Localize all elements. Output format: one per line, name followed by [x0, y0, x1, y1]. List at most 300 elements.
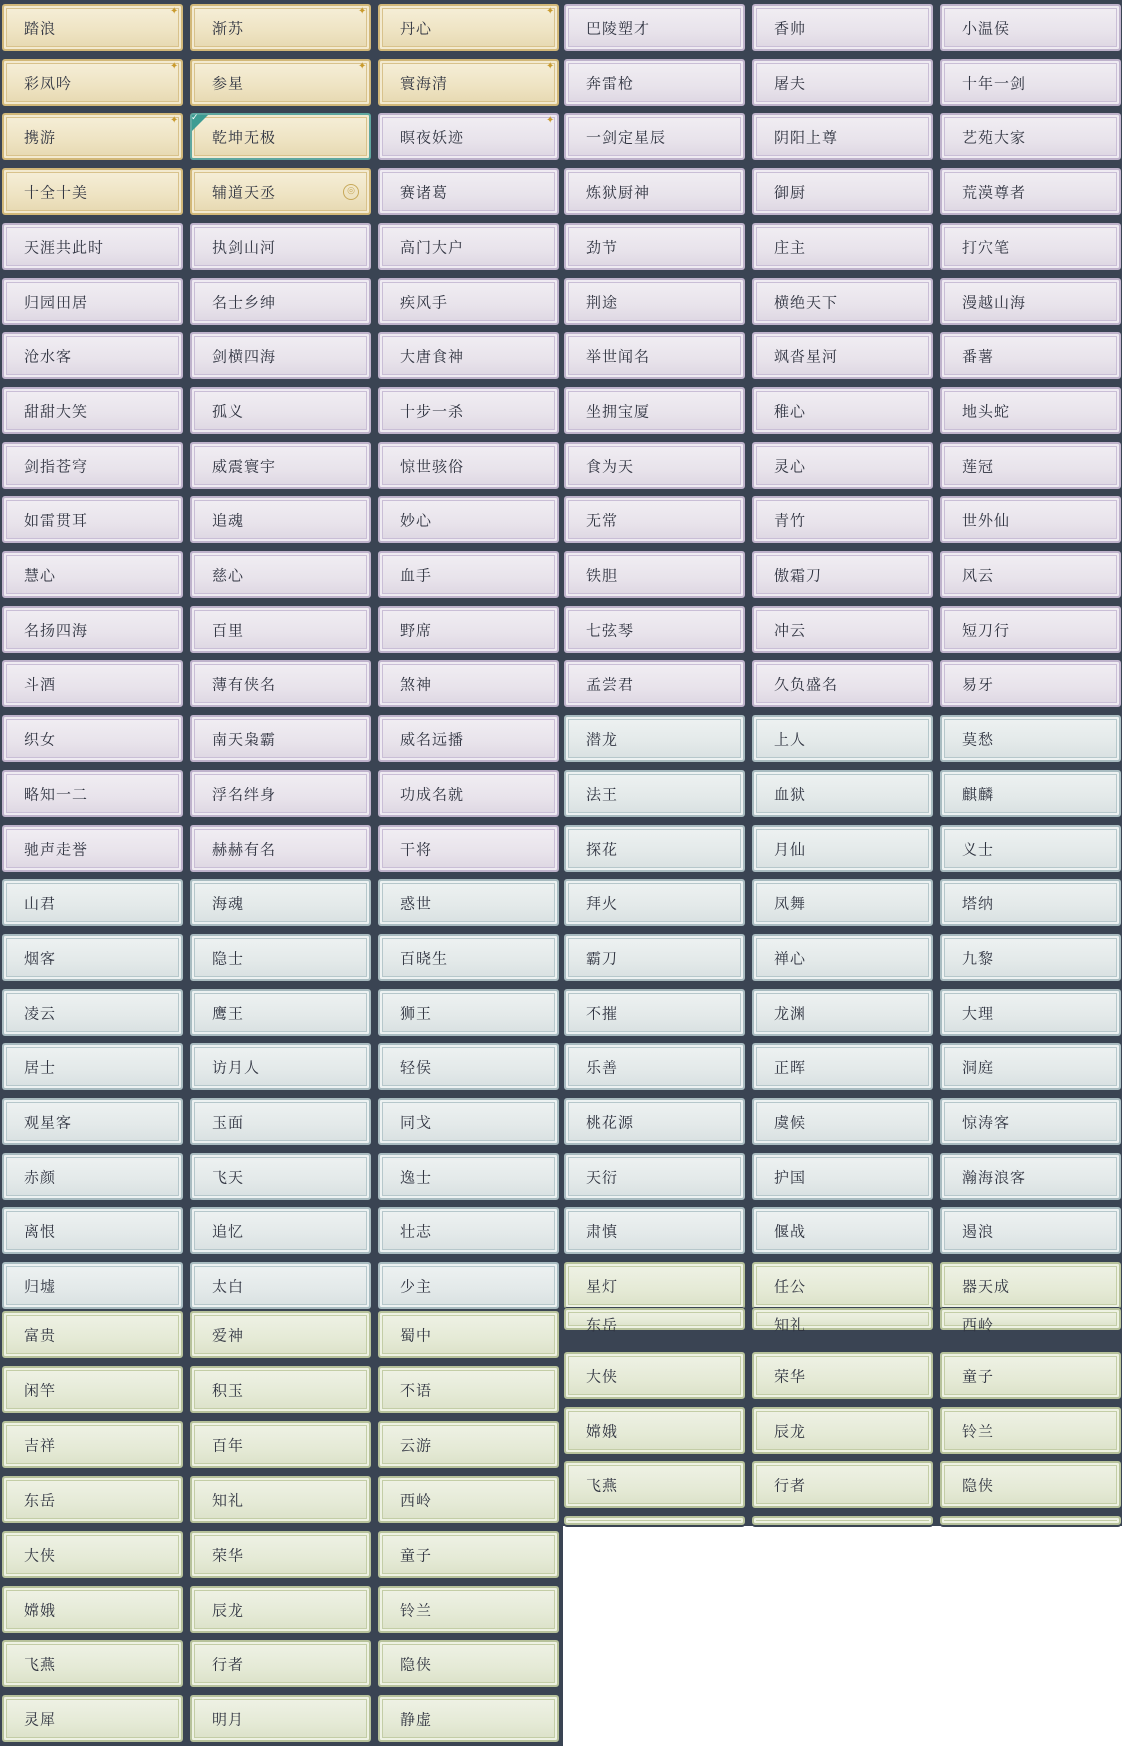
title-tile[interactable] — [2, 1586, 183, 1633]
title-label: 月仙 — [774, 840, 807, 858]
title-tile[interactable] — [752, 660, 933, 707]
title-tile[interactable] — [378, 825, 559, 872]
title-label: 名士乡绅 — [212, 293, 277, 311]
title-tile[interactable] — [378, 606, 559, 653]
title-label: 漫越山海 — [962, 293, 1027, 311]
title-tile[interactable] — [752, 332, 933, 379]
title-tile[interactable] — [190, 1098, 371, 1145]
title-label: 居士 — [24, 1058, 57, 1076]
title-tile[interactable] — [940, 1461, 1121, 1508]
title-label: 玉面 — [212, 1113, 245, 1131]
title-label: 青竹 — [774, 511, 807, 529]
title-tile[interactable] — [940, 1153, 1121, 1200]
title-tile[interactable] — [940, 223, 1121, 270]
title-label: 大理 — [962, 1004, 995, 1022]
title-label: 七弦琴 — [586, 621, 635, 639]
title-label: 飞天 — [212, 1168, 245, 1186]
title-tile[interactable] — [940, 660, 1121, 707]
title-label: 参星 — [212, 74, 245, 92]
title-tile[interactable] — [2, 168, 183, 215]
title-label: 东岳 — [586, 1316, 619, 1334]
title-label: 奔雷枪 — [586, 74, 635, 92]
title-tile[interactable] — [752, 4, 933, 51]
title-tile[interactable] — [564, 1207, 745, 1254]
title-tile[interactable] — [752, 551, 933, 598]
title-tile[interactable] — [940, 496, 1121, 543]
title-tile[interactable] — [752, 825, 933, 872]
title-label: 拜火 — [586, 894, 619, 912]
title-tile[interactable] — [190, 1531, 371, 1578]
title-tile-edge — [564, 1516, 745, 1525]
title-tile[interactable] — [564, 934, 745, 981]
title-label: 携游 — [24, 128, 57, 146]
title-tile[interactable] — [2, 989, 183, 1036]
title-tile[interactable] — [564, 223, 745, 270]
title-tile[interactable] — [940, 934, 1121, 981]
title-label: 观星客 — [24, 1113, 73, 1131]
title-tile[interactable] — [564, 387, 745, 434]
title-tile[interactable] — [190, 387, 371, 434]
title-label: 海魂 — [212, 894, 245, 912]
title-tile[interactable] — [378, 1207, 559, 1254]
title-label: 荣华 — [774, 1367, 807, 1385]
title-tile[interactable] — [940, 4, 1121, 51]
title-label: 离恨 — [24, 1222, 57, 1240]
title-label: 十全十美 — [24, 183, 89, 201]
title-tile[interactable] — [752, 1098, 933, 1145]
title-label: 灵心 — [774, 457, 807, 475]
title-label: 隐士 — [212, 949, 245, 967]
title-tile[interactable] — [940, 332, 1121, 379]
title-label: 百晓生 — [400, 949, 449, 967]
title-label: 上人 — [774, 730, 807, 748]
title-tile[interactable] — [752, 1043, 933, 1090]
title-label: 探花 — [586, 840, 619, 858]
title-label: 赛诸葛 — [400, 183, 449, 201]
title-tile[interactable] — [940, 168, 1121, 215]
title-tile[interactable] — [752, 606, 933, 653]
title-tile[interactable] — [752, 879, 933, 926]
title-tile[interactable] — [378, 1586, 559, 1633]
title-tile[interactable] — [940, 551, 1121, 598]
title-label: 炼狱厨神 — [586, 183, 651, 201]
title-tile[interactable] — [752, 1207, 933, 1254]
title-tile[interactable] — [940, 1308, 1121, 1334]
title-label: 行者 — [774, 1476, 807, 1494]
title-label: 御厨 — [774, 183, 807, 201]
title-tile[interactable] — [378, 1476, 559, 1523]
title-tile[interactable] — [2, 879, 183, 926]
title-tile[interactable] — [190, 442, 371, 489]
title-tile[interactable] — [564, 551, 745, 598]
title-tile[interactable] — [940, 442, 1121, 489]
star-icon: ✦ — [546, 61, 555, 72]
title-label: 灵犀 — [24, 1710, 57, 1728]
title-tile[interactable] — [752, 1352, 933, 1399]
title-tile[interactable] — [2, 825, 183, 872]
title-tile[interactable] — [190, 660, 371, 707]
title-tile[interactable] — [564, 879, 745, 926]
title-label: 十步一杀 — [400, 402, 465, 420]
title-tile[interactable] — [752, 1407, 933, 1454]
title-label: 屠夫 — [774, 74, 807, 92]
title-label: 驰声走誉 — [24, 840, 89, 858]
title-label: 稚心 — [774, 402, 807, 420]
title-tile[interactable] — [378, 1153, 559, 1200]
title-tile[interactable] — [2, 1476, 183, 1523]
title-tile[interactable] — [190, 223, 371, 270]
title-label: 百里 — [212, 621, 245, 639]
title-tile[interactable] — [190, 1311, 371, 1358]
title-label: 久负盛名 — [774, 675, 839, 693]
title-tile[interactable] — [190, 1366, 371, 1413]
title-label: 轻侯 — [400, 1058, 433, 1076]
title-tile[interactable] — [378, 551, 559, 598]
title-label: 不语 — [400, 1381, 433, 1399]
title-tile[interactable] — [378, 660, 559, 707]
title-tile[interactable] — [2, 1207, 183, 1254]
title-tile[interactable] — [940, 113, 1121, 160]
title-tile[interactable] — [378, 770, 559, 817]
title-tile[interactable] — [2, 278, 183, 325]
title-label: 知礼 — [212, 1491, 245, 1509]
title-tile[interactable] — [190, 113, 371, 160]
title-tile[interactable] — [564, 332, 745, 379]
title-label: 大唐食神 — [400, 347, 465, 365]
title-label: 巴陵塑才 — [586, 19, 651, 37]
title-label: 略知一二 — [24, 785, 89, 803]
title-tile[interactable] — [752, 223, 933, 270]
title-tile[interactable] — [190, 606, 371, 653]
title-tile[interactable] — [190, 715, 371, 762]
title-label: 野席 — [400, 621, 433, 639]
title-tile[interactable] — [378, 1531, 559, 1578]
title-label: 铁胆 — [586, 566, 619, 584]
title-tile[interactable] — [2, 1311, 183, 1358]
title-tile[interactable] — [752, 496, 933, 543]
title-label: 肃慎 — [586, 1222, 619, 1240]
title-label: 傲霜刀 — [774, 566, 823, 584]
title-label: 彩凤吟 — [24, 74, 73, 92]
title-tile-edge — [940, 1516, 1121, 1525]
title-tile[interactable] — [940, 1098, 1121, 1145]
title-label: 吉祥 — [24, 1436, 57, 1454]
title-label: 南天枭霸 — [212, 730, 277, 748]
title-tile[interactable] — [2, 1043, 183, 1090]
title-tile[interactable] — [190, 1043, 371, 1090]
title-tile[interactable] — [378, 496, 559, 543]
title-tile[interactable] — [378, 442, 559, 489]
title-tile[interactable] — [378, 1098, 559, 1145]
title-tile[interactable] — [564, 1262, 745, 1309]
title-tile[interactable] — [190, 1262, 371, 1309]
title-label: 百年 — [212, 1436, 245, 1454]
title-tile[interactable] — [2, 1262, 183, 1309]
title-tile[interactable] — [752, 1262, 933, 1309]
title-tile[interactable] — [564, 989, 745, 1036]
title-tile[interactable] — [378, 1262, 559, 1309]
title-label: 辰龙 — [212, 1601, 245, 1619]
title-label: 蜀中 — [400, 1326, 433, 1344]
title-label: 渐苏 — [212, 19, 245, 37]
title-tile[interactable] — [378, 332, 559, 379]
title-tile[interactable] — [190, 934, 371, 981]
title-tile[interactable] — [2, 496, 183, 543]
title-tile[interactable] — [190, 1586, 371, 1633]
title-tile[interactable] — [564, 1308, 745, 1334]
title-label: 星灯 — [586, 1277, 619, 1295]
title-tile[interactable] — [940, 278, 1121, 325]
title-label: 行者 — [212, 1655, 245, 1673]
title-tile[interactable] — [940, 387, 1121, 434]
title-tile[interactable] — [940, 715, 1121, 762]
title-tile[interactable] — [940, 1207, 1121, 1254]
title-label: 沧水客 — [24, 347, 73, 365]
title-label: 爱神 — [212, 1326, 245, 1344]
title-tile[interactable] — [564, 1098, 745, 1145]
title-tile[interactable] — [564, 1153, 745, 1200]
title-tile[interactable] — [752, 442, 933, 489]
title-tile[interactable] — [2, 1366, 183, 1413]
title-tile[interactable] — [564, 770, 745, 817]
title-tile[interactable] — [190, 4, 371, 51]
title-label: 剑横四海 — [212, 347, 277, 365]
title-tile[interactable] — [190, 1421, 371, 1468]
title-label: 任公 — [774, 1277, 807, 1295]
title-label: 举世闻名 — [586, 347, 651, 365]
title-tile[interactable] — [190, 551, 371, 598]
title-tile[interactable] — [2, 1695, 183, 1742]
title-tile[interactable] — [378, 223, 559, 270]
title-tile[interactable] — [190, 1640, 371, 1687]
title-tile[interactable] — [564, 4, 745, 51]
title-tile[interactable] — [190, 1207, 371, 1254]
title-tile[interactable] — [564, 715, 745, 762]
title-label: 童子 — [962, 1367, 995, 1385]
title-tile[interactable] — [378, 278, 559, 325]
title-tile[interactable] — [940, 1407, 1121, 1454]
title-label: 西岭 — [400, 1491, 433, 1509]
title-tile[interactable] — [190, 168, 371, 215]
title-label: 威名远播 — [400, 730, 465, 748]
title-label: 惑世 — [400, 894, 433, 912]
title-label: 赤颜 — [24, 1168, 57, 1186]
title-tile[interactable] — [564, 278, 745, 325]
title-label: 剑指苍穹 — [24, 457, 89, 475]
title-label: 乐善 — [586, 1058, 619, 1076]
title-label: 荆途 — [586, 293, 619, 311]
title-tile[interactable] — [2, 1531, 183, 1578]
title-tile[interactable] — [564, 113, 745, 160]
title-label: 慈心 — [212, 566, 245, 584]
title-label: 一剑定星辰 — [586, 128, 667, 146]
title-label: 寰海清 — [400, 74, 449, 92]
title-tile[interactable] — [2, 223, 183, 270]
title-tile[interactable] — [190, 1695, 371, 1742]
title-label: 莫愁 — [962, 730, 995, 748]
title-tile[interactable] — [564, 1461, 745, 1508]
title-tile[interactable] — [2, 59, 183, 106]
title-label: 打穴笔 — [962, 238, 1011, 256]
title-label: 血狱 — [774, 785, 807, 803]
title-tile[interactable] — [940, 1262, 1121, 1309]
title-tile[interactable] — [2, 1098, 183, 1145]
title-tile[interactable] — [2, 660, 183, 707]
title-tile[interactable] — [564, 660, 745, 707]
title-tile[interactable] — [564, 442, 745, 489]
title-label: 地头蛇 — [962, 402, 1011, 420]
title-tile[interactable] — [190, 825, 371, 872]
title-label: 庄主 — [774, 238, 807, 256]
title-label: 归墟 — [24, 1277, 57, 1295]
title-label: 执剑山河 — [212, 238, 277, 256]
title-tile[interactable] — [564, 496, 745, 543]
title-tile[interactable] — [378, 113, 559, 160]
title-label: 丹心 — [400, 19, 433, 37]
title-tile[interactable] — [378, 715, 559, 762]
title-label: 富贵 — [24, 1326, 57, 1344]
title-label: 小温侯 — [962, 19, 1011, 37]
title-tile[interactable] — [2, 1640, 183, 1687]
title-tile[interactable] — [378, 1311, 559, 1358]
title-tile[interactable] — [940, 989, 1121, 1036]
title-tile[interactable] — [940, 59, 1121, 106]
title-label: 慧心 — [24, 566, 57, 584]
title-label: 天涯共此时 — [24, 238, 105, 256]
title-label: 铃兰 — [400, 1601, 433, 1619]
title-tile[interactable] — [2, 715, 183, 762]
title-tile[interactable] — [2, 332, 183, 379]
title-tile[interactable] — [752, 715, 933, 762]
title-tile[interactable] — [190, 989, 371, 1036]
title-label: 明月 — [212, 1710, 245, 1728]
title-label: 织女 — [24, 730, 57, 748]
title-tile[interactable] — [752, 934, 933, 981]
title-tile[interactable] — [378, 1366, 559, 1413]
title-label: 桃花源 — [586, 1113, 635, 1131]
title-label: 太白 — [212, 1277, 245, 1295]
title-label: 赫赫有名 — [212, 840, 277, 858]
title-tile[interactable] — [940, 825, 1121, 872]
title-label: 名扬四海 — [24, 621, 89, 639]
title-label: 孤义 — [212, 402, 245, 420]
title-tile[interactable] — [564, 1352, 745, 1399]
title-label: 大侠 — [24, 1546, 57, 1564]
title-tile[interactable] — [564, 59, 745, 106]
title-tile[interactable] — [2, 4, 183, 51]
title-label: 高门大户 — [400, 238, 465, 256]
title-tile[interactable] — [752, 387, 933, 434]
title-tile[interactable] — [378, 4, 559, 51]
title-tile[interactable] — [940, 879, 1121, 926]
title-tile[interactable] — [190, 879, 371, 926]
title-tile[interactable] — [752, 770, 933, 817]
title-tile[interactable] — [564, 1043, 745, 1090]
title-tile[interactable] — [2, 113, 183, 160]
title-tile[interactable] — [378, 1043, 559, 1090]
title-label: 少主 — [400, 1277, 433, 1295]
title-label: 狮王 — [400, 1004, 433, 1022]
title-tile[interactable] — [378, 934, 559, 981]
title-tile[interactable] — [378, 1421, 559, 1468]
title-tile[interactable] — [190, 1476, 371, 1523]
title-tile[interactable] — [190, 496, 371, 543]
title-tile[interactable] — [752, 1308, 933, 1334]
title-label: 霸刀 — [586, 949, 619, 967]
title-tile[interactable] — [940, 606, 1121, 653]
title-label: 薄有侠名 — [212, 675, 277, 693]
title-label: 洞庭 — [962, 1058, 995, 1076]
title-label: 干将 — [400, 840, 433, 858]
title-label: 惊涛客 — [962, 1113, 1011, 1131]
title-tile[interactable] — [564, 606, 745, 653]
title-label: 同戈 — [400, 1113, 433, 1131]
title-tile[interactable] — [2, 442, 183, 489]
title-tile[interactable] — [752, 113, 933, 160]
title-tile[interactable] — [2, 1153, 183, 1200]
title-tile[interactable] — [190, 59, 371, 106]
title-tile[interactable] — [2, 606, 183, 653]
title-label: 归园田居 — [24, 293, 89, 311]
title-tile[interactable] — [940, 1352, 1121, 1399]
title-tile[interactable] — [378, 1640, 559, 1687]
title-tile[interactable] — [378, 387, 559, 434]
title-tile[interactable] — [940, 770, 1121, 817]
title-tile[interactable] — [378, 879, 559, 926]
title-label: 疾风手 — [400, 293, 449, 311]
title-tile[interactable] — [190, 278, 371, 325]
title-tile[interactable] — [752, 168, 933, 215]
star-icon: ✦ — [170, 6, 179, 17]
title-tile[interactable] — [564, 825, 745, 872]
title-label: 麒麟 — [962, 785, 995, 803]
title-label: 潜龙 — [586, 730, 619, 748]
star-icon: ✦ — [170, 115, 179, 126]
title-tile[interactable] — [190, 332, 371, 379]
title-tile[interactable] — [564, 1407, 745, 1454]
title-tile[interactable] — [378, 989, 559, 1036]
title-label: 隐侠 — [400, 1655, 433, 1673]
title-tile[interactable] — [2, 934, 183, 981]
title-label: 横绝天下 — [774, 293, 839, 311]
title-tile[interactable] — [2, 1421, 183, 1468]
title-label: 法王 — [586, 785, 619, 803]
title-tile-edge — [752, 1516, 933, 1525]
title-tile[interactable] — [2, 551, 183, 598]
title-label: 辅道天丞 — [212, 183, 277, 201]
title-tile[interactable] — [752, 59, 933, 106]
title-label: 壮志 — [400, 1222, 433, 1240]
title-tile[interactable] — [940, 1043, 1121, 1090]
title-label: 荒漠尊者 — [962, 183, 1027, 201]
title-tile[interactable] — [378, 59, 559, 106]
title-tile[interactable] — [752, 989, 933, 1036]
title-label: 暝夜妖迹 — [400, 128, 465, 146]
title-label: 妙心 — [400, 511, 433, 529]
title-label: 遏浪 — [962, 1222, 995, 1240]
title-tile[interactable] — [752, 1461, 933, 1508]
title-tile[interactable] — [2, 770, 183, 817]
title-tile[interactable] — [190, 1153, 371, 1200]
title-tile[interactable] — [378, 168, 559, 215]
title-tile[interactable] — [190, 770, 371, 817]
title-tile[interactable] — [752, 278, 933, 325]
title-tile[interactable] — [378, 1695, 559, 1742]
title-tile[interactable] — [752, 1153, 933, 1200]
title-tile[interactable] — [2, 387, 183, 434]
title-label: 义士 — [962, 840, 995, 858]
title-tile[interactable] — [564, 168, 745, 215]
